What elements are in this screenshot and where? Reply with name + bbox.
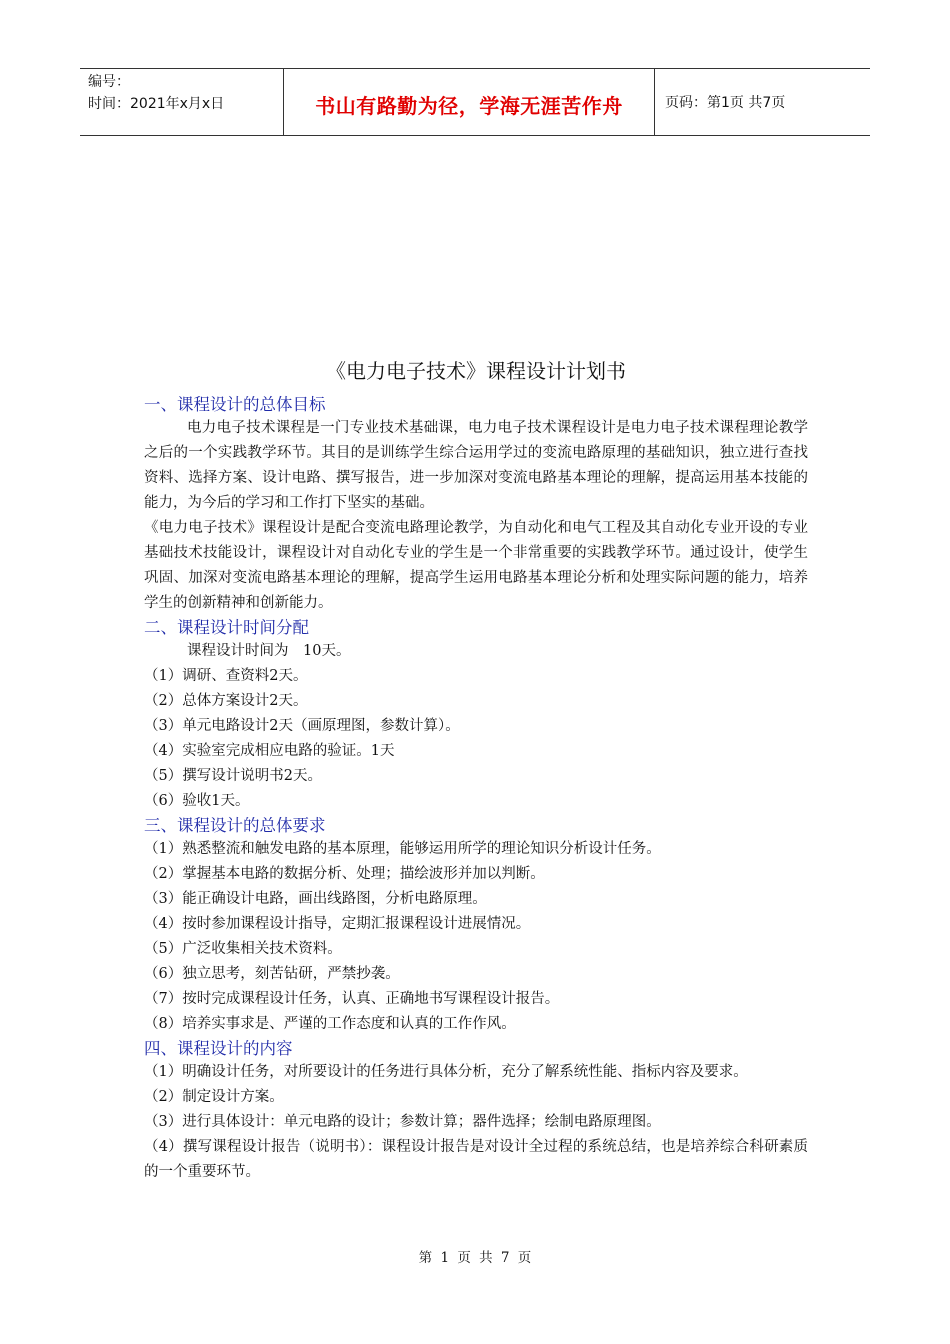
requirement-item: （6）独立思考，刻苦钻研，严禁抄袭。 <box>144 966 400 982</box>
header-page-number: 页码：第1页 共7页 <box>665 95 786 111</box>
requirement-item: （2）掌握基本电路的数据分析、处理；描绘波形并加以判断。 <box>144 866 545 882</box>
header-motto: 书山有路勤为径，学海无涯苦作舟 <box>315 93 623 118</box>
schedule-item: （6）验收1天。 <box>144 793 250 809</box>
section-heading-requirements: 三、课程设计的总体要求 <box>144 816 326 835</box>
schedule-item: （1）调研、查资料2天。 <box>144 668 308 684</box>
content-item: （3）进行具体设计：单元电路的设计；参数计算；器件选择；绘制电路原理图。 <box>144 1114 661 1130</box>
document-number-label: 编号： <box>88 74 130 90</box>
section-heading-schedule: 二、课程设计时间分配 <box>144 618 309 637</box>
requirement-item: （4）按时参加课程设计指导，定期汇报课程设计进展情况。 <box>144 916 531 932</box>
requirement-item: （1）熟悉整流和触发电路的基本原理，能够运用所学的理论知识分析设计任务。 <box>144 841 661 857</box>
requirement-item: （7）按时完成课程设计任务，认真、正确地书写课程设计报告。 <box>144 991 560 1007</box>
content-item: （4）撰写课程设计报告（说明书）：课程设计报告是对设计全过程的系统总结，也是培养综合科研素质的一个重要环节。 <box>144 1139 808 1180</box>
schedule-item: （2）总体方案设计2天。 <box>144 693 308 709</box>
requirement-item: （3）能正确设计电路，画出线路图，分析电路原理。 <box>144 891 487 907</box>
header-table <box>80 68 870 136</box>
schedule-item: （4）实验室完成相应电路的验证。1天 <box>144 743 395 759</box>
document-body <box>144 356 808 1185</box>
goals-paragraph-2: 《电力电子技术》课程设计是配合变流电路理论教学，为自动化和电气工程及其自动化专业开设的专业基础技术技能设计，课程设计对自动化专业的学生是一个非常重要的实践教学环节。通过设计，使学生巩固、加深对变流电路基本理论的理解，提高学生运用电路基本理论分析和处理实际问题的能力，培养学生的创新精神和创新能力。 <box>144 520 808 611</box>
schedule-intro: 课程设计时间为 10天。 <box>187 643 351 659</box>
document-date-label: 时间：2021年x月x日 <box>88 96 225 112</box>
goals-paragraph-1: 电力电子技术课程是一门专业技术基础课，电力电子技术课程设计是电力电子技术课程理论教学之后的一个实践教学环节。其目的是训练学生综合运用学过的变流电路原理的基础知识，独立进行查找资料、选择方案、设计电路、撰写报告，进一步加深对变流电路基本理论的理解，提高运用基本技能的能力，为今后的学习和工作打下坚实的基础。 <box>144 420 808 511</box>
requirement-item: （8）培养实事求是、严谨的工作态度和认真的工作作风。 <box>144 1016 516 1032</box>
schedule-item: （5）撰写设计说明书2天。 <box>144 768 322 784</box>
section-heading-goals: 一、课程设计的总体目标 <box>144 395 326 414</box>
content-item: （1）明确设计任务，对所要设计的任务进行具体分析，充分了解系统性能、指标内容及要求。 <box>144 1064 748 1080</box>
header-page-cell <box>655 69 870 135</box>
section-heading-content: 四、课程设计的内容 <box>144 1039 293 1058</box>
content-item: （2）制定设计方案。 <box>144 1089 284 1105</box>
page-footer: 第 1 页 共 7 页 <box>418 1250 532 1266</box>
requirement-item: （5）广泛收集相关技术资料。 <box>144 941 342 957</box>
document-title: 《电力电子技术》课程设计计划书 <box>326 359 626 383</box>
header-info-cell <box>80 69 283 135</box>
schedule-item: （3）单元电路设计2天（画原理图，参数计算）。 <box>144 718 460 734</box>
header-motto-cell <box>283 69 655 135</box>
